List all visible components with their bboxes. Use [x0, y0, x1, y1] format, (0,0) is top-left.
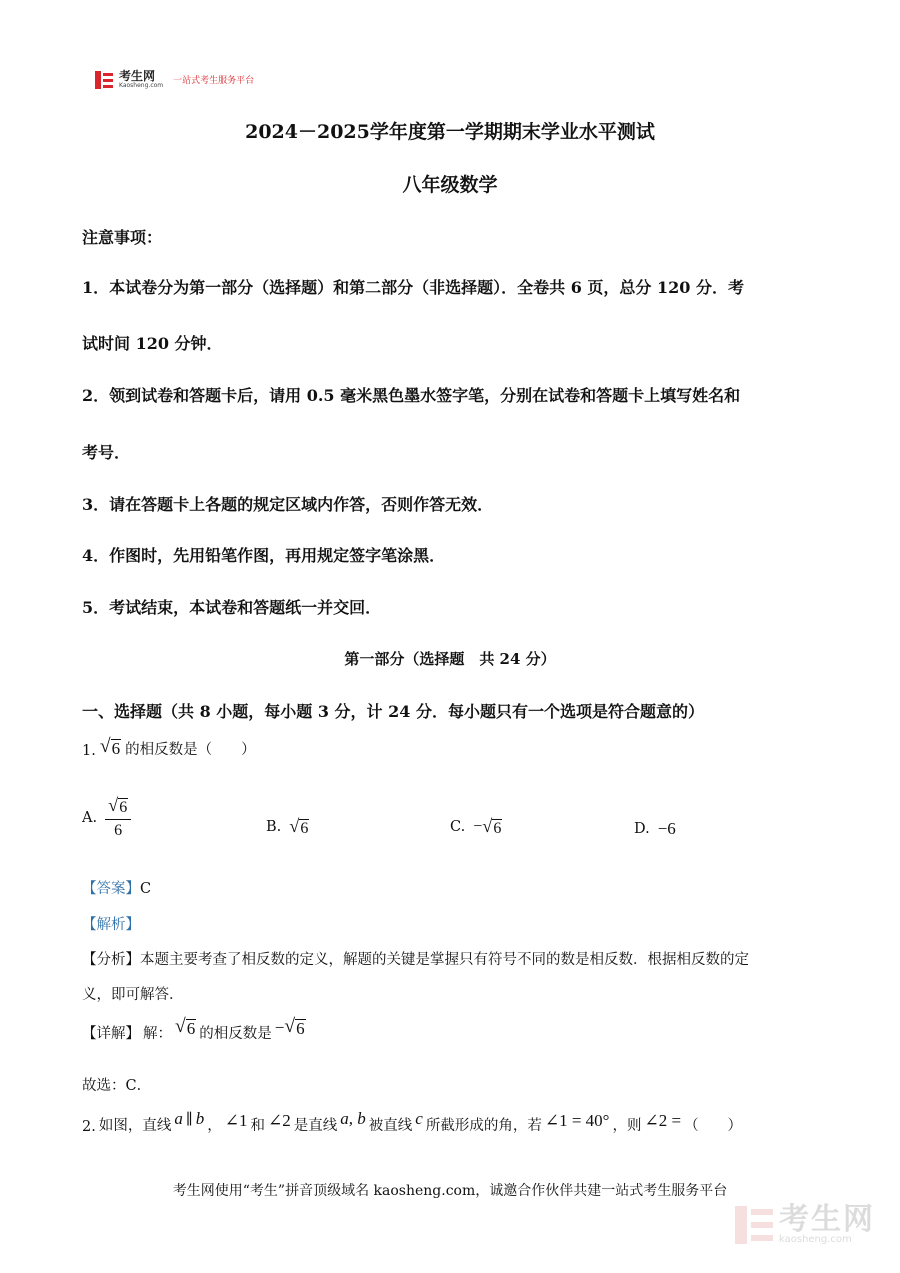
fenxi-line2: 义，即可解答．	[82, 987, 184, 1003]
option-d-value: −6	[657, 819, 676, 838]
q2-text-7: ，则	[612, 1118, 642, 1134]
question-2-number: 2.	[82, 1119, 96, 1135]
q2-text-5: 被直线	[368, 1118, 413, 1134]
option-c-sign: −	[473, 818, 483, 836]
sqrt-expression: √ 6	[99, 736, 121, 758]
question-1	[82, 737, 256, 759]
option-a-numerator: 6	[119, 799, 128, 816]
logo-slogan: 一站式考生服务平台	[173, 76, 255, 86]
xiangjie-sqrt: √ 6	[175, 1016, 196, 1038]
note-4: 4．作图时，先用铅笔作图，再用规定签字笔涂黑．	[82, 546, 446, 565]
exam-title: 2024－2025学年度第一学期期末学业水平测试	[245, 121, 655, 143]
xiangjie-sign: −	[274, 1017, 285, 1037]
given-angle: ∠1 = 40°	[544, 1111, 610, 1130]
note-2-line2: 考号．	[82, 443, 131, 462]
note-5: 5．考试结束，本试卷和答题纸一并交回．	[82, 598, 382, 617]
watermark-mark-icon	[735, 1206, 773, 1244]
choice-line: 故选：C．	[82, 1078, 152, 1094]
parallel-symbol: ∥	[185, 1112, 193, 1128]
note-3: 3．请在答题卡上各题的规定区域内作答，否则作答无效．	[82, 495, 494, 514]
option-a-denominator: 6	[114, 821, 123, 839]
note-1-line1: 1．本试卷分为第一部分（选择题）和第二部分（非选择题）．全卷共 6 页，总分 120 分．考	[82, 278, 744, 297]
xiangjie-line	[82, 1017, 306, 1043]
option-c-label: C.	[450, 819, 466, 836]
q2-text-8: （ ）	[684, 1118, 743, 1134]
option-d-label: D.	[634, 821, 650, 837]
watermark-name: 考生网	[779, 1202, 875, 1237]
option-c[interactable]	[450, 817, 502, 838]
note-2-line1: 2．领到试卷和答题卡后，请用 0.5 毫米黑色墨水签字笔，分别在试卷和答题卡上填写姓名和	[82, 386, 741, 405]
line-c: c	[415, 1109, 423, 1128]
xiangjie-tag: 【详解】	[82, 1025, 140, 1042]
question-2	[82, 1109, 742, 1135]
q2-text-2: ，	[207, 1118, 222, 1134]
page-footer: 考生网使用“考生”拼音顶级域名 kaosheng.com，诚邀合作伙伴共建一站式考生服务平台	[172, 1183, 728, 1199]
q2-text-4: 是直线	[293, 1118, 338, 1134]
q2-text-6: 所截形成的角，若	[425, 1118, 542, 1134]
xiangjie-mid: 的相反数是	[199, 1025, 272, 1042]
option-b-label: B.	[266, 819, 282, 836]
notes-heading: 注意事项：	[82, 228, 163, 247]
xiangjie-prefix: 解：	[143, 1025, 172, 1042]
answer-tag: 【答案】	[82, 881, 140, 897]
option-c-value: − √ 6	[473, 816, 502, 837]
q2-text-1: 如图，直线	[98, 1118, 172, 1134]
option-b-value: √ 6	[289, 816, 309, 837]
logo-domain: Kaosheng.com	[119, 82, 164, 89]
lines-ab: a, b	[340, 1109, 366, 1128]
angle-2: ∠2	[268, 1111, 291, 1130]
fenxi-text: 本题主要考查了相反数的定义，解题的关键是掌握只有符号不同的数是相反数．根据相反数的定	[140, 952, 749, 968]
logo-name: 考生网	[119, 69, 156, 83]
site-logo	[95, 70, 254, 89]
watermark-domain: kaosheng.com	[779, 1234, 852, 1245]
analysis-tag: 【解析】	[82, 917, 140, 933]
question-1-stem: 的相反数是（ ）	[125, 741, 256, 758]
q2-text-3: 和	[250, 1118, 266, 1134]
angle-1: ∠1	[224, 1111, 248, 1130]
option-a[interactable]	[82, 796, 131, 840]
exam-subtitle: 八年级数学	[402, 174, 498, 196]
xiangjie-result: − √ 6	[274, 1016, 305, 1038]
answer-line	[82, 877, 151, 898]
logo-mark-icon	[95, 71, 113, 89]
asked-angle: ∠2 =	[644, 1111, 682, 1130]
option-d[interactable]	[634, 819, 676, 839]
line-b: b	[195, 1109, 205, 1128]
option-b[interactable]	[266, 817, 309, 838]
fenxi-tag: 【分析】	[82, 952, 140, 968]
section-heading: 一、选择题（共 8 小题，每小题 3 分，计 24 分．每小题只有一个选项是符合题意的）	[82, 702, 704, 721]
note-1-line2: 试时间 120 分钟．	[82, 334, 223, 353]
question-1-number: 1.	[82, 742, 96, 759]
option-a-fraction: √ 6 6	[105, 796, 131, 840]
answer-value: C	[140, 881, 152, 897]
watermark	[735, 1202, 875, 1245]
option-a-label: A.	[82, 809, 98, 826]
line-a: a	[174, 1109, 183, 1128]
part1-heading: 第一部分（选择题 共 24 分）	[344, 650, 556, 668]
fenxi-line1	[82, 948, 749, 969]
